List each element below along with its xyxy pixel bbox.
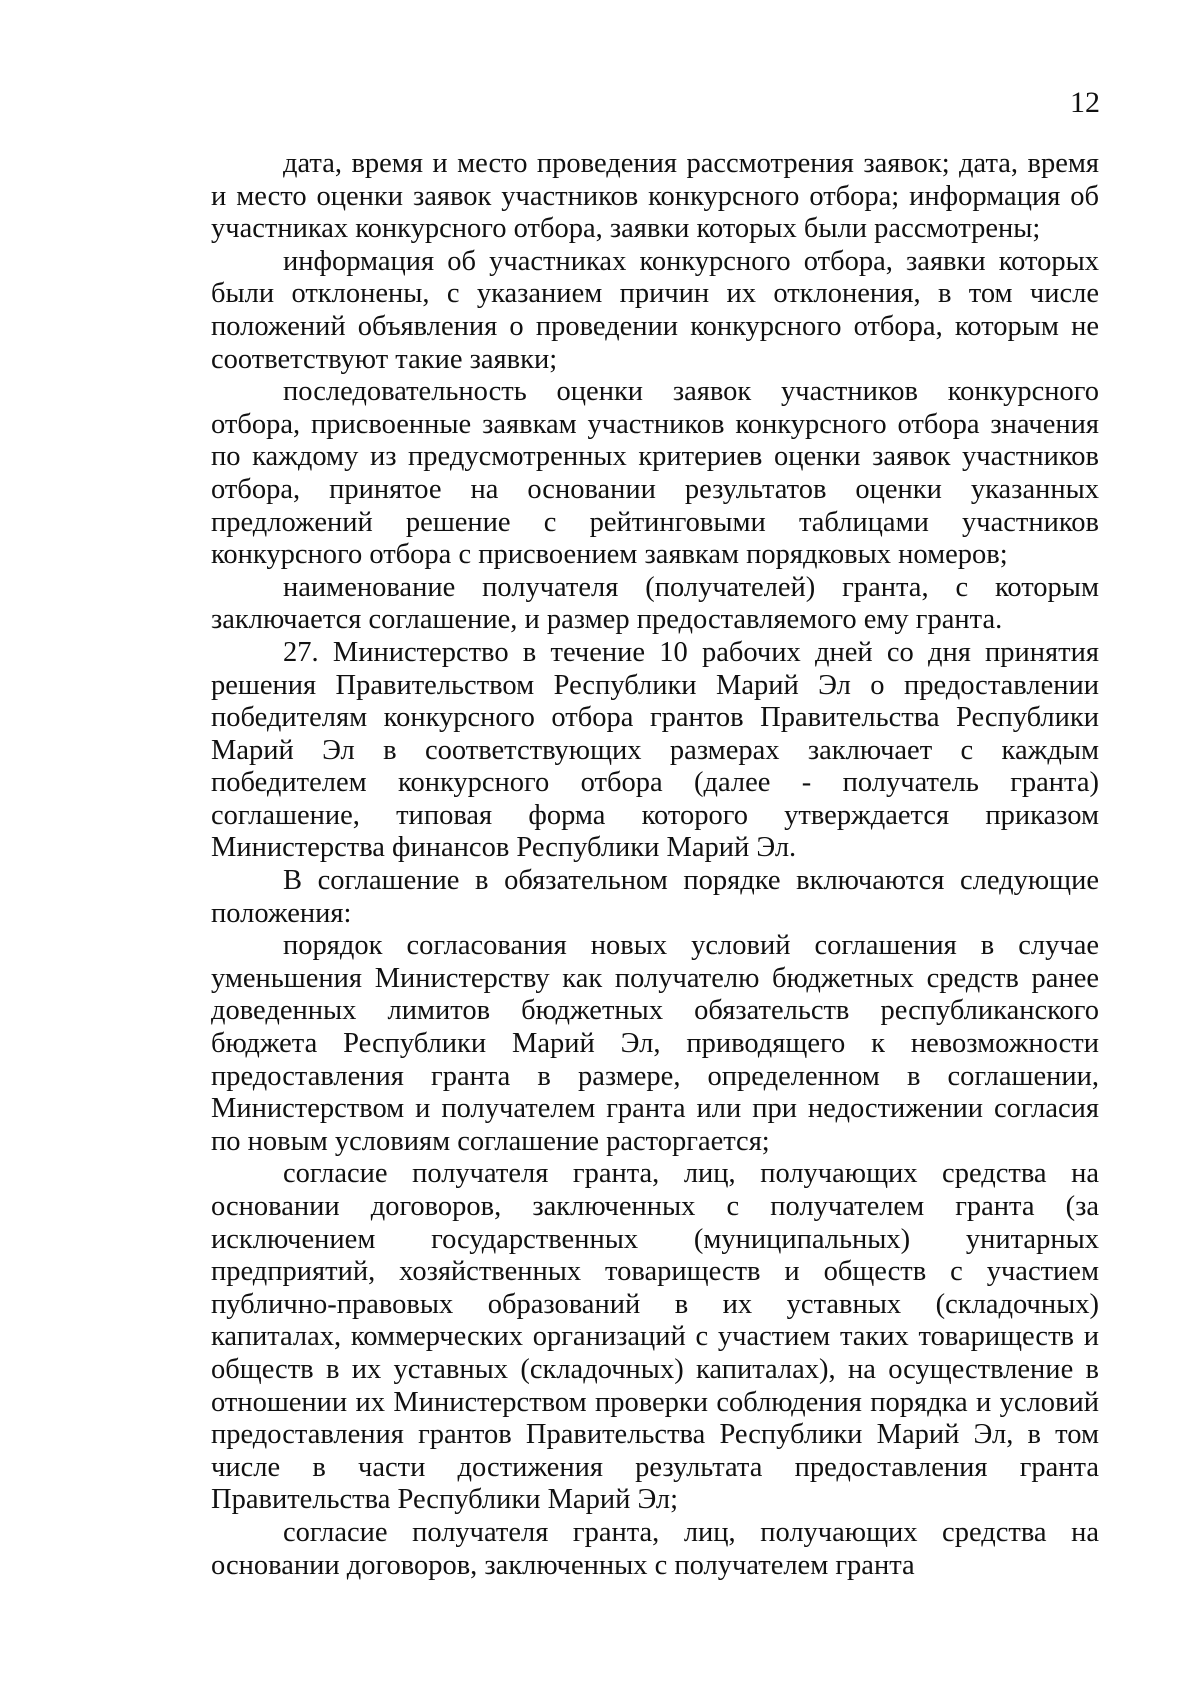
paragraph-rejected-applications: информация об участниках конкурсного отбора, заявки которых были отклонены, с указанием причин их отклонения, в том числе положений объявления о проведении конкурсного отбора, которым не соответствуют такие заявки;: [211, 245, 1099, 375]
paragraph-consent-continued: согласие получателя гранта, лиц, получающих средства на основании договоров, заключенных с получателем гранта: [211, 1516, 1099, 1581]
document-body: [211, 148, 1099, 1582]
paragraph-grant-recipient: наименование получателя (получателей) гранта, с которым заключается соглашение, и размер предоставляемого ему гранта.: [211, 571, 1099, 636]
paragraph-consent-inspection: согласие получателя гранта, лиц, получающих средства на основании договоров, заключенных с получателем гранта (за исключением государственных (муниципальных) унитарных предприятий, хозяйственных товариществ и обществ с участием публично-правовых образований в их уставных (складочных) капиталах, коммерческих организаций с участием таких товариществ и обществ в их уставных (складочных) капиталах), на осуществление в отношении их Министерством проверки соблюдения порядка и условий предоставления грантов Правительства Республики Марий Эл, в том числе в части достижения результата предоставления гранта Правительства Республики Марий Эл;: [211, 1158, 1099, 1516]
paragraph-agreement-provisions: В соглашение в обязательном порядке включаются следующие положения:: [211, 865, 1099, 929]
paragraph-new-conditions: порядок согласования новых условий соглашения в случае уменьшения Министерству как получателю бюджетных средств ранее доведенных лимитов бюджетных обязательств республиканского бюджета Республики Марий Эл, приводящего к невозможности предоставления гранта в размере, определенном в соглашении, Министерством и получателем гранта или при недостижении согласия по новым условиям соглашение расторгается;: [211, 930, 1099, 1157]
paragraph-review-dates: дата, время и место проведения рассмотрения заявок; дата, время и место оценки заявок участников конкурсного отбора; информация об участниках конкурсного отбора, заявки которых были рассмотрены;: [211, 148, 1099, 245]
page-number: 12: [1070, 86, 1100, 119]
paragraph-item-27: 27. Министерство в течение 10 рабочих дней со дня принятия решения Правительством Республики Марий Эл о предоставлении победителям конкурсного отбора грантов Правительства Республики Марий Эл в соответствующих размерах заключает с каждым победителем конкурсного отбора (далее - получатель гранта) соглашение, типовая форма которого утверждается приказом Министерства финансов Республики Марий Эл.: [211, 636, 1099, 864]
paragraph-evaluation-sequence: последовательность оценки заявок участников конкурсного отбора, присвоенные заявкам участников конкурсного отбора значения по каждому из предусмотренных критериев оценки заявок участников отбора, принятое на основании результатов оценки указанных предложений решение с рейтинговыми таблицами участников конкурсного отбора с присвоением заявкам порядковых номеров;: [211, 376, 1099, 571]
